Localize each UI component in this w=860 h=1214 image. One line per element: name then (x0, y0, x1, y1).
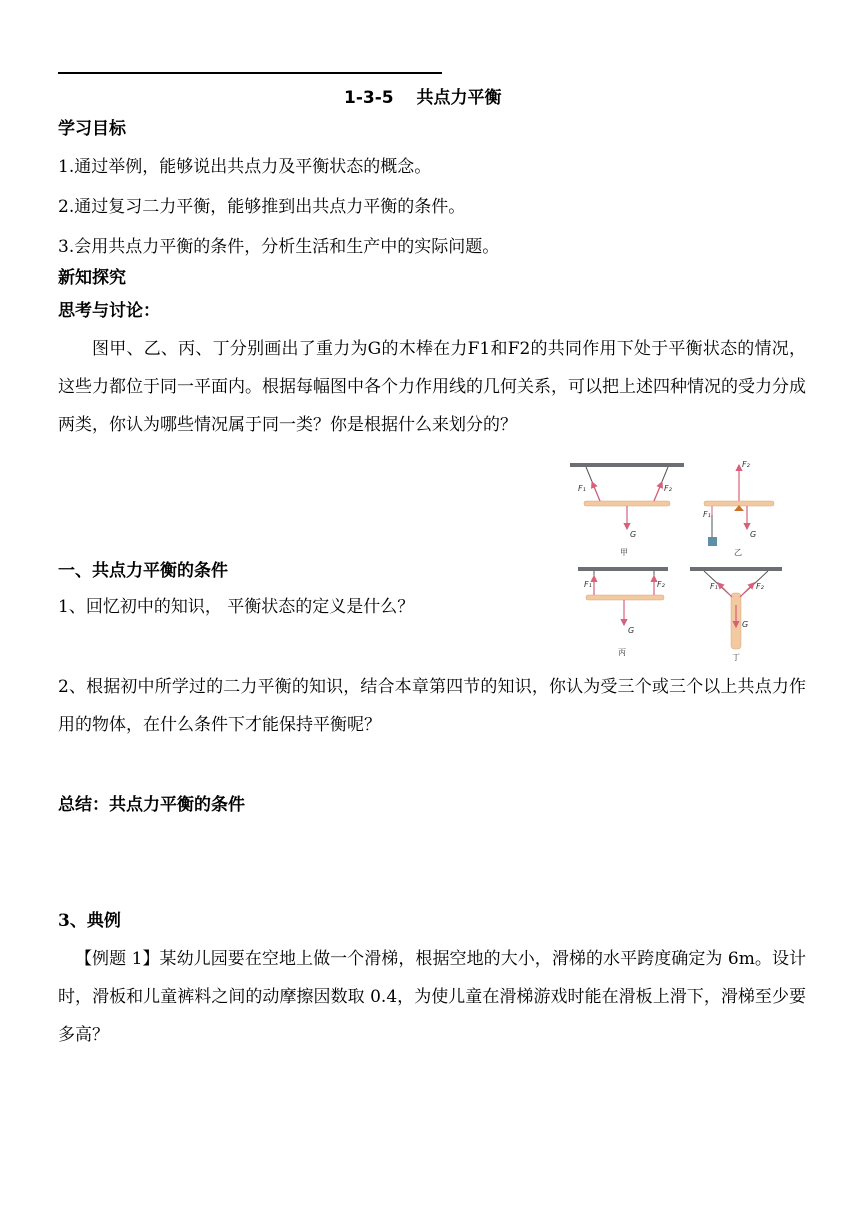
section1-heading: 一、共点力平衡的条件 (58, 561, 228, 581)
objective-item-2: 2.通过复习二力平衡，能够推到出共点力平衡的条件。 (58, 197, 466, 217)
yi-label: 乙 (734, 548, 742, 557)
header-rule (58, 72, 442, 74)
question-2: 2、根据初中所学过的二力平衡的知识，结合本章第四节的知识，你认为受三个或三个以上共点力作用的物体，在什么条件下才能保持平衡呢？ (58, 677, 806, 735)
ding-label: 丁 (732, 653, 740, 662)
jia-f1-label: F₁ (578, 484, 586, 493)
force-diagram-figure (564, 455, 788, 671)
example-1: 【例题 1】某幼儿园要在空地上做一个滑梯，根据空地的大小，滑梯的水平跨度确定为 6m。设计时，滑板和儿童裤料之间的动摩擦因数取 0.4，为使儿童在滑梯游戏时能在滑板上滑下，滑梯至少要多高？ (58, 949, 806, 1045)
page-title: 1-3-5 共点力平衡 (344, 88, 502, 108)
figure-bing (578, 567, 668, 657)
yi-g-label: G (750, 530, 757, 539)
bing-f1-label: F₁ (584, 580, 592, 589)
objective-item-1: 1.通过举例，能够说出共点力及平衡状态的概念。 (58, 157, 432, 177)
jia-label: 甲 (620, 548, 628, 557)
ding-f2-label: F₂ (756, 582, 764, 591)
explore-heading: 新知探究 (58, 268, 126, 288)
yi-f1-label: F₁ (703, 510, 711, 519)
yi-f2-label: F₂ (742, 460, 750, 469)
ding-g-label: G (742, 620, 749, 629)
objectives-heading: 学习目标 (58, 119, 126, 139)
bing-g-label: G (628, 626, 635, 635)
section3-heading: 3、典例 (58, 911, 121, 931)
bing-label: 丙 (618, 648, 626, 657)
objective-item-3: 3.会用共点力平衡的条件，分析生活和生产中的实际问题。 (58, 237, 500, 257)
figure-ding (690, 567, 782, 662)
ding-f1-label: F₁ (710, 582, 718, 591)
discuss-heading: 思考与讨论： (58, 301, 160, 321)
figure-yi (703, 460, 774, 557)
summary-heading: 总结：共点力平衡的条件 (58, 795, 245, 815)
discussion-paragraph: 图甲、乙、丙、丁分别画出了重力为G的木棒在力F1和F2的共同作用下处于平衡状态的情况，这些力都位于同一平面内。根据每幅图中各个力作用线的几何关系，可以把上述四种情况的受力分成两类，你认为哪些情况属于同一类？你是根据什么来划分的？ (58, 339, 806, 435)
question-1: 1、回忆初中的知识， 平衡状态的定义是什么？ (58, 597, 415, 617)
figure-jia (570, 463, 684, 557)
bing-f2-label: F₂ (657, 580, 665, 589)
jia-f2-label: F₂ (664, 484, 672, 493)
jia-g-label: G (630, 530, 637, 539)
